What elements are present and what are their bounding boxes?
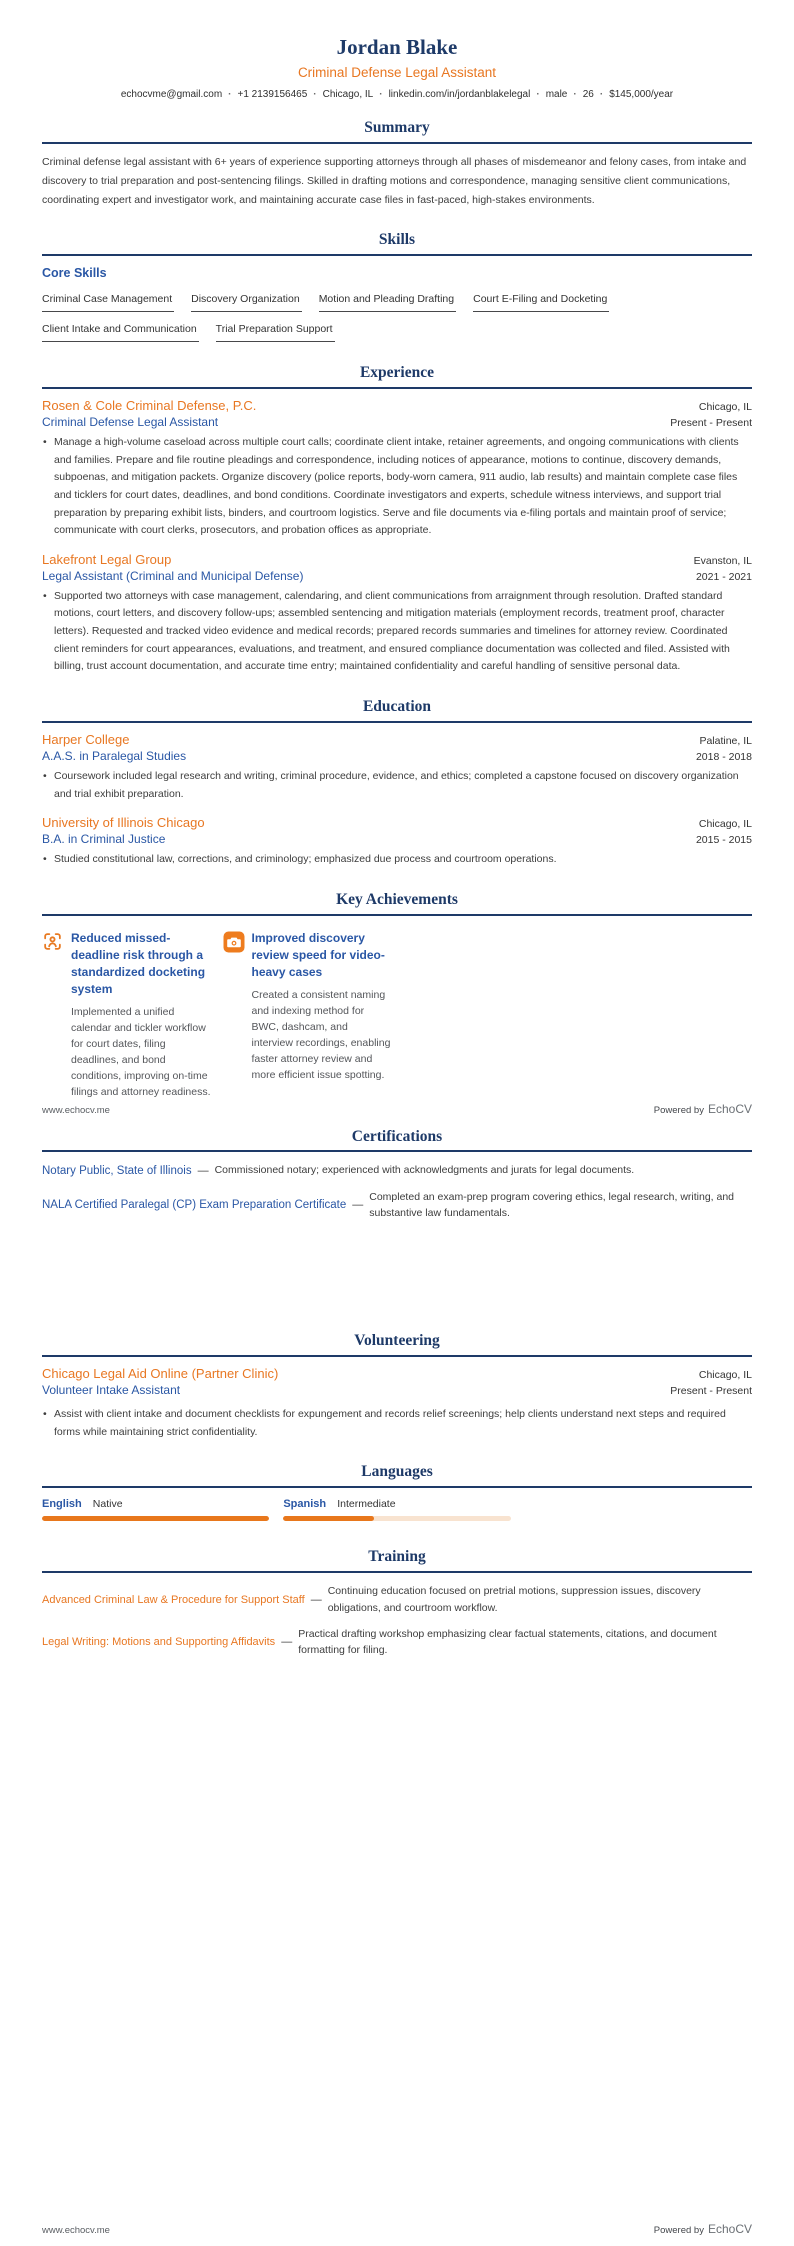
achievement-text <box>71 930 211 1101</box>
certification-description: Commissioned notary; experienced with acknowledgments and jurats for legal documents. <box>214 1164 635 1177</box>
language-item <box>283 1498 510 1521</box>
training-name: Legal Writing: Motions and Supporting Affidavits <box>42 1636 276 1649</box>
contact-linkedin: linkedin.com/in/jordanblakelegal <box>388 89 531 101</box>
skills-list <box>42 282 752 342</box>
education-degree: A.A.S. in Paralegal Studies <box>42 748 187 763</box>
experience-bullet: • Manage a high-volume caseload across multiple court calls; coordinate client intake, retainer agreements, and ongoing communications with clients and families. Prepare and file routine pleadings and correspondence, including notices of appearance, motions to continue, discovery demands, subpoenas, and mitigation packets. Organize discovery (police reports, body-worn camera, 911 audio, lab results) and maintain complete case files and ticklers for court dates, deadlines, and bond conditions. Coordinate investigators and experts, schedule witness interviews, and support trial preparation by preparing exhibit lists, binders, and courtroom logistics. Serve and file documents via e-filing portals and maintain proof of service; communicate with court clerks, prosecutors, and probation offices as appropriate. <box>42 434 752 540</box>
experience-dates: 2021 - 2021 <box>695 570 752 583</box>
contact-line <box>42 89 752 100</box>
languages-grid <box>42 1498 752 1521</box>
section-volunteering <box>42 1331 752 1441</box>
language-bar-track <box>283 1516 510 1521</box>
certification-item <box>42 1162 752 1178</box>
section-heading-languages: Languages <box>361 1463 433 1481</box>
education-degree: B.A. in Criminal Justice <box>42 832 166 847</box>
training-description: Practical drafting workshop emphasizing clear factual statements, citations, and document formatting for filing. <box>298 1627 717 1657</box>
section-rule <box>42 254 752 256</box>
contact-location: Chicago, IL <box>322 89 374 101</box>
certification-item <box>42 1189 752 1222</box>
achievement-title: Reduced missed-deadline risk through a standardized docketing system <box>71 930 206 996</box>
contact-separator: · <box>573 89 577 101</box>
contact-phone: +1 2139156465 <box>237 89 308 101</box>
experience-entry <box>42 552 752 676</box>
training-item <box>42 1626 752 1659</box>
training-dash: — <box>281 1636 293 1649</box>
page2-footer <box>42 2222 752 2236</box>
experience-location: Evanston, IL <box>693 554 752 567</box>
contact-separator: · <box>379 89 383 101</box>
footer-site-url: www.echocv.me <box>42 1105 110 1116</box>
footer-powered-prefix: Powered by <box>653 2225 704 2236</box>
language-item <box>42 1498 269 1521</box>
footer-powered <box>654 2222 752 2236</box>
training-dash: — <box>310 1593 322 1606</box>
volunteering-bullets <box>42 1406 752 1441</box>
candidate-name: Jordan Blake <box>336 35 458 59</box>
language-bar-fill <box>283 1516 374 1521</box>
language-name: English <box>42 1498 82 1511</box>
section-rule <box>42 387 752 389</box>
achievement-item <box>42 930 211 1101</box>
contact-gender: male <box>545 89 568 101</box>
experience-bullet: • Supported two attorneys with case management, calendaring, and client communications from arraignment through resolution. Drafted standard motions, court letters, and discovery follow-ups; assembled sentencing and mitigation materials (employment records, treatment proof, character letters). Requested and tracked video evidence and medical records; prepared records summaries and timelines for attorney review. Coordinated client reminders for court appearances, evaluations, and treatment, and ensured compliance documentation was collected and filed. Assisted with billing, trust account documentation, and accurate time entry; maintained confidentiality and careful handling of sensitive personal data. <box>42 588 752 676</box>
section-certifications <box>42 1127 752 1222</box>
language-name: Spanish <box>283 1498 327 1511</box>
experience-location: Chicago, IL <box>698 401 752 414</box>
section-rule <box>42 1571 752 1573</box>
skill-tag: Motion and Pleading Drafting <box>319 293 456 312</box>
experience-entry <box>42 398 752 540</box>
experience-bullets <box>42 434 752 540</box>
education-dates: 2015 - 2015 <box>695 834 752 847</box>
language-level: Native <box>92 1498 123 1511</box>
section-rule <box>42 1150 752 1152</box>
section-heading-certifications: Certifications <box>351 1127 443 1145</box>
experience-company: Rosen & Cole Criminal Defense, P.C. <box>42 398 257 414</box>
education-school: University of Illinois Chicago <box>42 815 205 831</box>
volunteering-dates: Present - Present <box>670 1385 752 1398</box>
contact-age: 26 <box>582 89 594 101</box>
education-dates: 2018 - 2018 <box>695 750 752 763</box>
achievement-title: Improved discovery review speed for video-heavy cases <box>251 930 385 979</box>
language-level: Intermediate <box>337 1498 396 1511</box>
skills-group-title: Core Skills <box>42 266 107 281</box>
camera-icon <box>223 931 245 958</box>
section-rule <box>42 721 752 723</box>
footer-powered-prefix: Powered by <box>653 1105 704 1116</box>
education-bullets <box>42 851 752 869</box>
section-rule <box>42 142 752 144</box>
certification-name: Notary Public, State of Illinois <box>42 1164 192 1177</box>
skill-tag: Criminal Case Management <box>42 293 174 312</box>
volunteering-org: Chicago Legal Aid Online (Partner Clinic) <box>42 1366 279 1382</box>
volunteering-entry <box>42 1366 752 1441</box>
footer-powered-brand: EchoCV <box>707 1102 752 1116</box>
summary-text: Criminal defense legal assistant with 6+ years of experience supporting attorneys through all phases of misdemeanor and felony cases, from intake and discovery to trial preparation and post-sentencing filings. Skilled in drafting motions and correspondence, managing sensitive client communications, coordinating expert and investigator work, and maintaining accurate case files in fast-paced, high-stakes environments. <box>42 156 747 206</box>
section-skills <box>42 230 752 342</box>
language-bar-fill <box>42 1516 269 1521</box>
experience-role: Criminal Defense Legal Assistant <box>42 415 219 430</box>
volunteering-bullet: • Assist with client intake and document checklists for expungement and records relief screenings; help clients understand next steps and required forms while maintaining strict confidentiality. <box>42 1406 752 1441</box>
certification-dash: — <box>352 1198 364 1211</box>
section-rule <box>42 914 752 916</box>
section-languages <box>42 1462 752 1521</box>
contact-salary: $145,000/year <box>609 89 674 101</box>
skill-tag: Court E-Filing and Docketing <box>473 293 609 312</box>
contact-separator: · <box>599 89 604 101</box>
section-rule <box>42 1355 752 1357</box>
contact-separator: · <box>228 89 232 101</box>
section-summary <box>42 118 752 209</box>
section-heading-skills: Skills <box>378 231 416 249</box>
education-bullets <box>42 768 752 803</box>
certification-dash: — <box>197 1164 209 1177</box>
education-school: Harper College <box>42 731 130 747</box>
volunteering-role: Volunteer Intake Assistant <box>42 1383 181 1398</box>
footer-powered <box>654 1102 752 1116</box>
contact-separator: · <box>313 89 317 101</box>
achievements-grid <box>42 930 752 1101</box>
training-item <box>42 1583 752 1616</box>
user-focus-icon <box>42 931 64 957</box>
page1-footer <box>42 1102 752 1116</box>
training-name: Advanced Criminal Law & Procedure for Support Staff <box>42 1593 305 1606</box>
contact-separator: · <box>536 89 540 101</box>
experience-dates: Present - Present <box>670 417 752 430</box>
experience-role: Legal Assistant (Criminal and Municipal Defense) <box>42 568 304 583</box>
education-bullet: • Studied constitutional law, corrections, and criminology; emphasized due process and courtroom operations. <box>42 851 752 869</box>
volunteering-location: Chicago, IL <box>698 1369 752 1382</box>
education-location: Chicago, IL <box>698 818 752 831</box>
contact-email: echocvme@gmail.com <box>120 89 223 101</box>
section-training <box>42 1547 752 1658</box>
section-heading-training: Training <box>368 1548 426 1566</box>
footer-site-url: www.echocv.me <box>42 2225 110 2236</box>
section-heading-volunteering: Volunteering <box>354 1332 440 1350</box>
education-entry <box>42 732 752 803</box>
section-heading-summary: Summary <box>364 119 430 137</box>
experience-company: Lakefront Legal Group <box>42 551 172 567</box>
education-location: Palatine, IL <box>699 734 752 747</box>
certification-name: NALA Certified Paralegal (CP) Exam Preparation Certificate <box>42 1198 347 1211</box>
achievement-item <box>223 930 392 1101</box>
section-rule <box>42 1486 752 1488</box>
resume-header <box>42 34 752 100</box>
skill-tag: Discovery Organization <box>191 293 302 312</box>
skill-tag: Client Intake and Communication <box>42 323 199 342</box>
achievement-description: Created a consistent naming and indexing method for BWC, dashcam, and interview recordings, enabling faster attorney review and more efficient issue spotting. <box>251 988 391 1081</box>
section-education <box>42 697 752 869</box>
section-key-achievements <box>42 890 752 1101</box>
achievement-description: Implemented a unified calendar and tickler workflow for court dates, filing deadlines, and bond conditions, improving on-time filings and attorney readiness. <box>71 1005 211 1098</box>
experience-bullets <box>42 588 752 676</box>
section-heading-education: Education <box>362 697 432 715</box>
language-bar-track <box>42 1516 269 1521</box>
education-entry <box>42 815 752 869</box>
footer-powered-brand: EchoCV <box>707 2222 752 2236</box>
education-bullet: • Coursework included legal research and writing, criminal procedure, evidence, and ethics; completed a capstone focused on discovery organization and trial exhibit preparation. <box>42 768 752 803</box>
skill-tag: Trial Preparation Support <box>216 323 335 342</box>
candidate-job-title: Criminal Defense Legal Assistant <box>297 65 497 81</box>
section-heading-experience: Experience <box>359 364 435 382</box>
achievement-text <box>252 930 392 1084</box>
section-experience <box>42 363 752 676</box>
training-description: Continuing education focused on pretrial motions, suppression issues, discovery obligations, and courtroom workflow. <box>327 1585 701 1614</box>
section-heading-key-achievements: Key Achievements <box>336 890 458 908</box>
certification-description: Completed an exam-prep program covering ethics, legal research, writing, and substantive law fundamentals. <box>369 1190 735 1219</box>
